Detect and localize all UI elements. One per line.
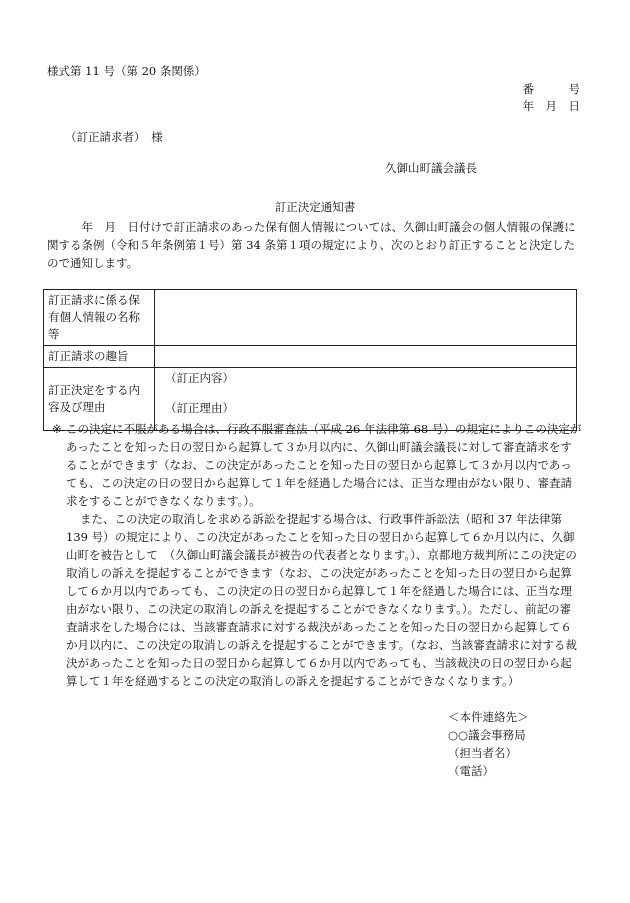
table-label-cell: 訂正請求に係る保有個人情報の名称等 [44,290,155,346]
contact-office: ○○議会事務局 [448,728,526,742]
addressee: （訂正請求者） 様 [65,130,163,144]
issuer: 久御山町議会議長 [385,161,477,175]
table-row [44,346,577,368]
info-table [43,289,577,431]
correction-reason-label: （訂正理由） [165,401,234,415]
reference-number: 番 号 [522,82,580,96]
notes-section [52,420,582,690]
table-value-cell [155,346,577,368]
table-label-cell: 訂正請求の趣旨 [44,346,155,368]
issue-date: 年 月 日 [522,99,580,113]
note-appeal: この決定に不服がある場合は、行政不服審査法（平成 26 年法律第 68 号）の規定によりこの決定があったことを知った日の翌日から起算して３か月以内に、久御山町議会議長に対して審査請求をすることができます（なお、この決定があったことを知った日の翌日から起算して３か月以内であっても、この決定の日の翌日から起算して１年を経過した場合には、正当な理由がない限り、審査請求をすることができなくなります。）。 [66,422,582,508]
contact-person: （担当者名） [448,746,517,760]
form-label: 様式第 11 号（第 20 条関係） [47,64,206,78]
document-title: 訂正決定通知書 [274,200,356,214]
contact-heading: ＜本件連絡先＞ [448,710,529,724]
note-lawsuit: また、この決定の取消しを求める訴訟を提起する場合は、行政事件訴訟法（昭和 37 年法律第 139 号）の規定により、この決定があったことを知った日の翌日から起算して６か月以内に、久御山町を被告として （久御山町議会議長が被告の代表者となります。）、京都地方裁判所にこの決定の取消しの訴えを提起することができます（なお、この決定があったことを知った日の翌日から起算して６か月以内であっても、この決定の日の翌日から起算して１年を経過した場合には、正当な理由がない限り、この決定の取消しの訴えを提起することができなくなります。）。ただし、前記の審査請求をした場合には、当該審査請求に対する裁決があったことを知った日の翌日から起算して６か月以内に、この決定の取消しの訴えを提起することができます。（なお、当該審査請求に対する裁決があったことを知った日の翌日から起算して６か月以内であっても、当該裁決の日の翌日から起算して１年を経過するとこの決定の取消しの訴えを提起することができなくなります。） [66,512,577,688]
contact-phone: （電話） [448,764,494,778]
table-value-cell [155,290,577,346]
note-mark: ※ [52,422,62,436]
body-paragraph: 年 月 日付けで訂正請求のあった保有個人情報については、久御山町議会の個人情報の保護に関する条例（令和５年条例第１号）第 34 条第１項の規定により、次のとおり訂正することと決定したので通知します。 [47,220,576,270]
body-text [47,218,580,272]
contact-block [448,708,529,780]
table-label-cell: 訂正決定をする内容及び理由 [44,368,155,431]
table-row [44,290,577,346]
correction-content-label: （訂正内容） [165,371,234,385]
